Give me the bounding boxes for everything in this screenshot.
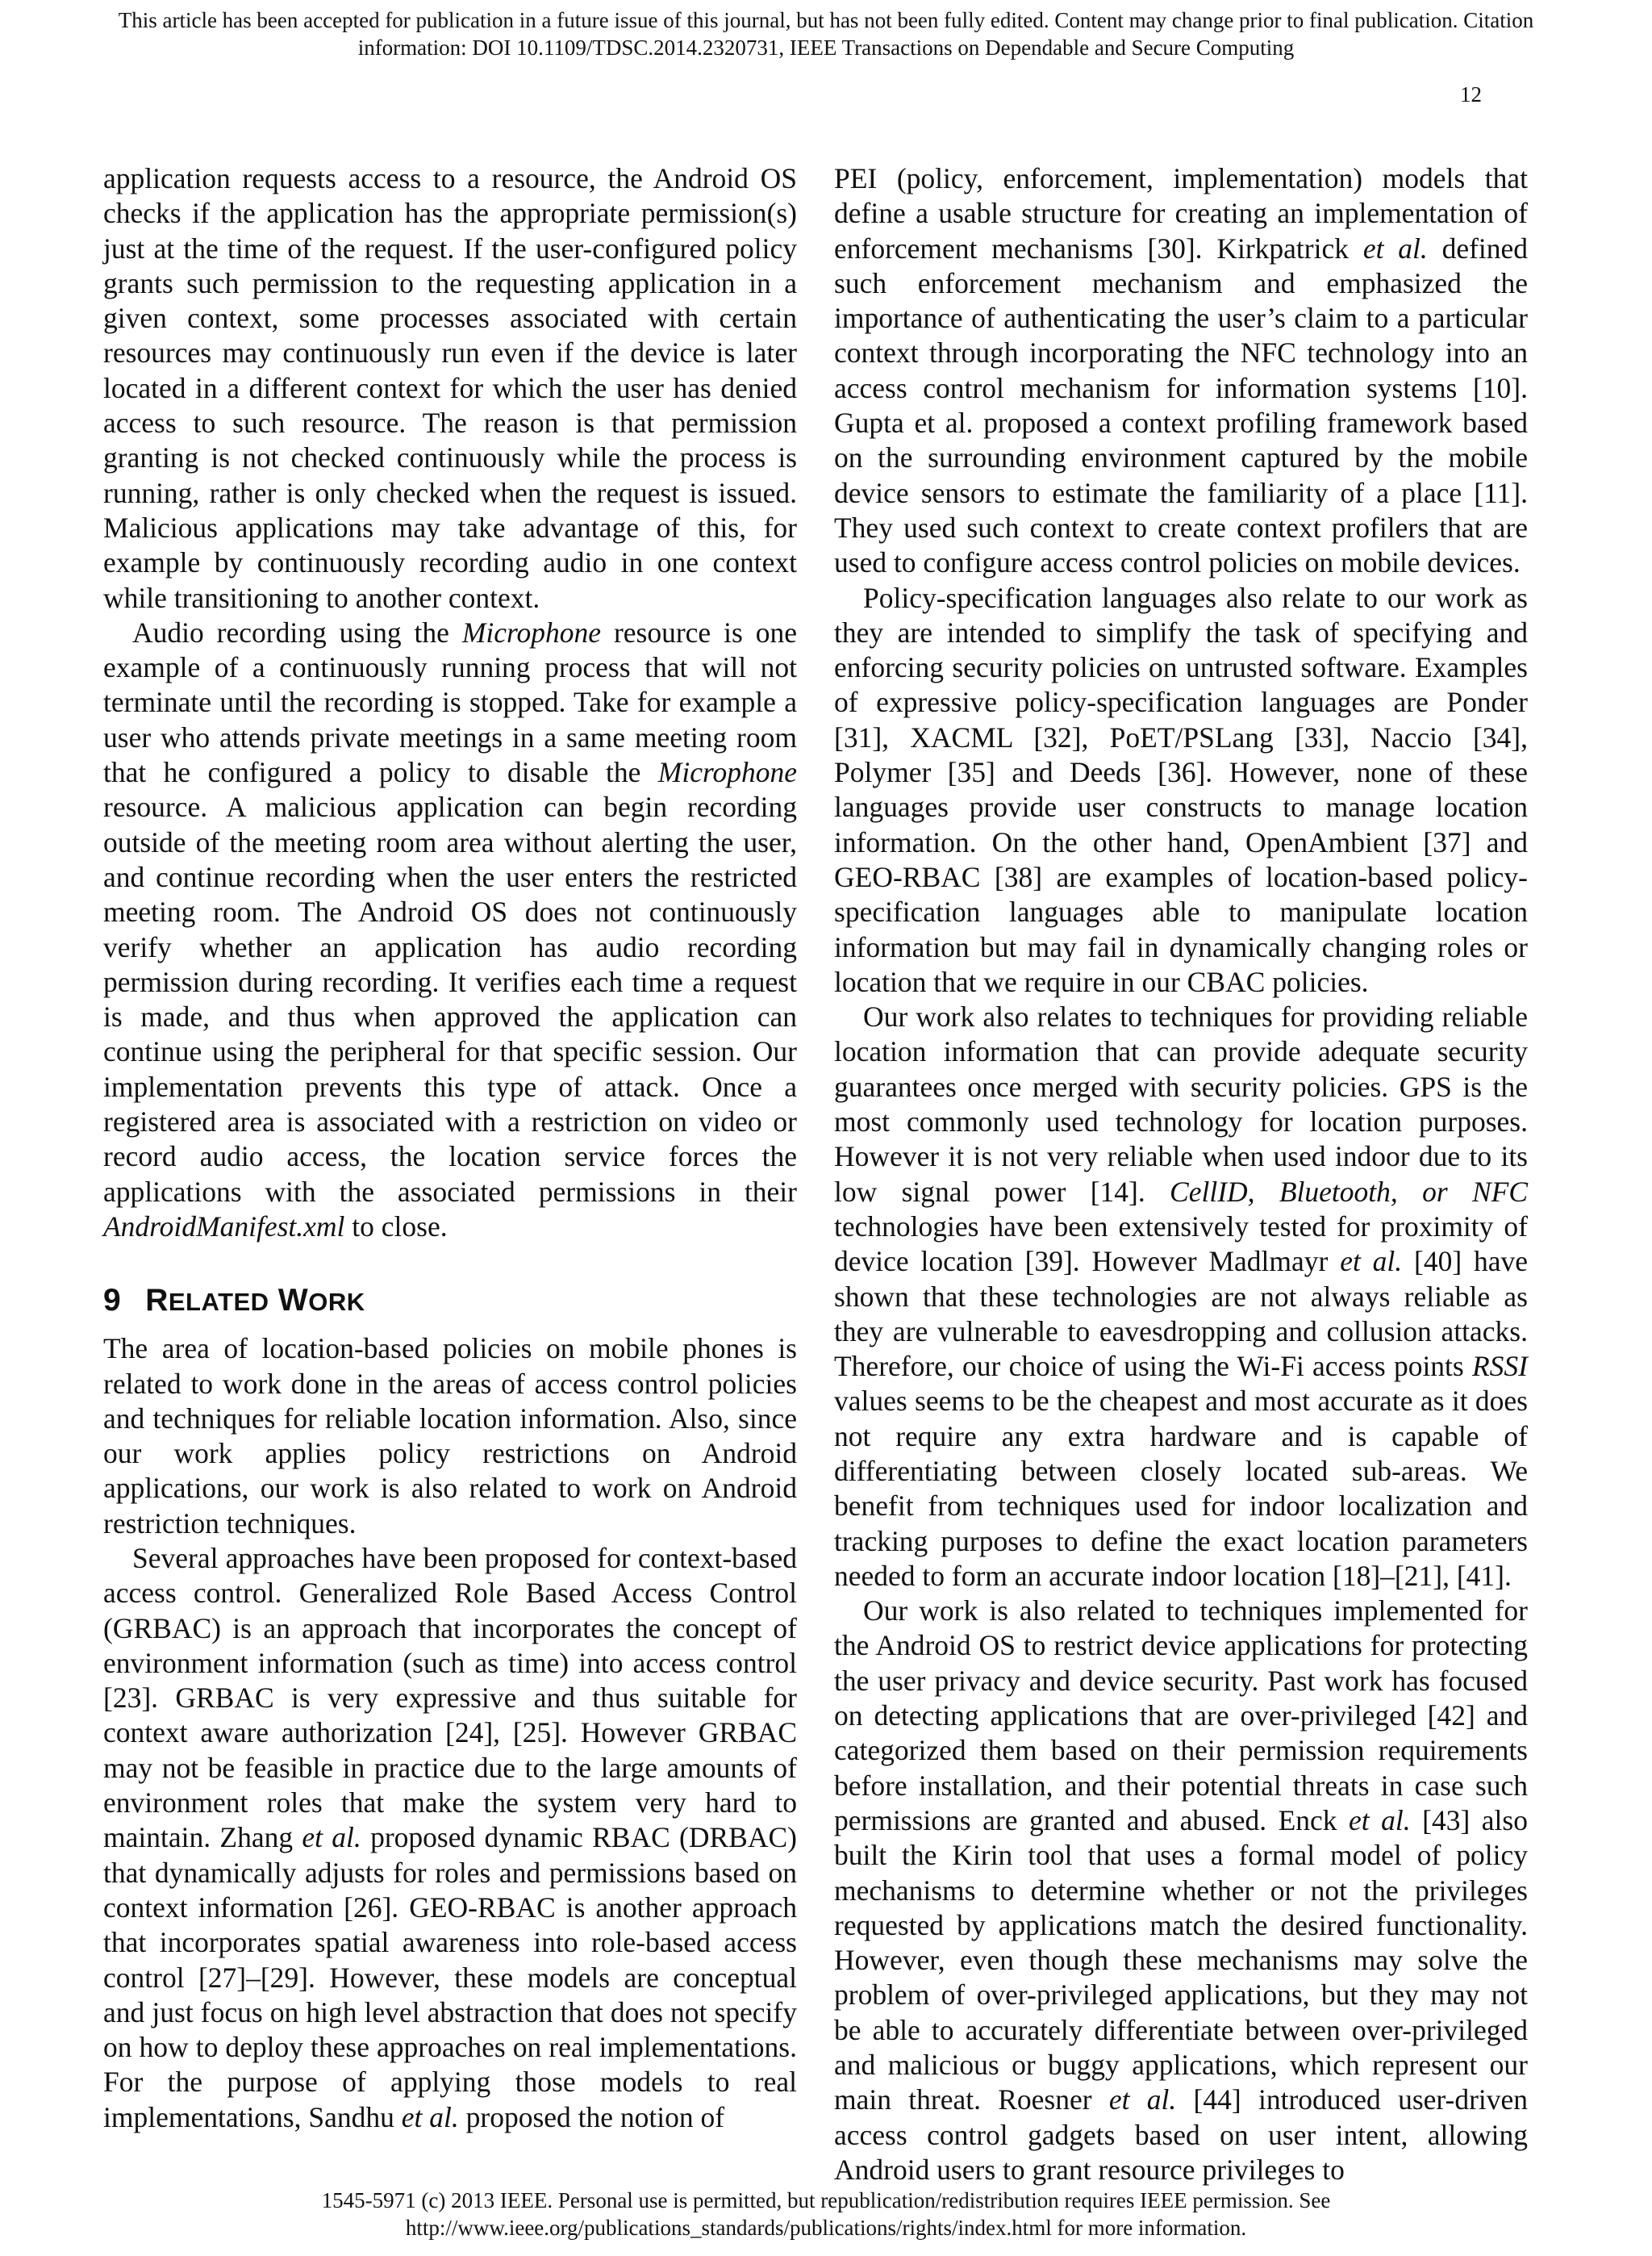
heading-text: W [277,1283,309,1318]
heading-text: ORK [308,1288,365,1317]
paragraph [103,616,797,1244]
text-run: resource. A malicious application can begin recording outside of the meeting room area without alerting the user, and continue recording when the user enters the restricted meeting room. The Android OS does not continuously verify whether an application has audio recording permission during recording. It verifies each time a request is made, and thus when approved the application can continue using the peripheral for that specific session. Our implementation prevents this type of attack. Once a registered area is associated with a restriction on video or record audio access, the location service forces the applications with the associated permissions in their [103,791,797,1208]
section-heading [103,1281,797,1322]
footer-line-1: 1545-5971 (c) 2013 IEEE. Personal use is permitted, but republication/redistribution requires IEEE permission. See [321,2188,1331,2212]
left-column [103,161,797,2135]
italic-text: AndroidManifest.xml [103,1209,345,1243]
italic-text: et al. [401,2100,459,2133]
paragraph [834,1594,1528,2187]
page-number: 12 [1460,82,1482,107]
text-run: defined such enforcement mechanism and emphasized the importance of authenticating the user’s claim to a particular context through incorporating the NFC technology into an access control mechanism for information systems [10]. Gupta et al. proposed a context profiling framework based on the surrounding environment captured by the mobile device sensors to estimate the familiarity of a place [11]. They used such context to create context profilers that are used to configure access control policies on mobile devices. [834,232,1529,579]
paragraph [834,1000,1528,1594]
italic-text: et al. [1362,232,1428,265]
text-run: [40] have shown that these technologies are not always reliable as they are vulnerable to eavesdropping and collusion attacks. Therefore, our choice of using the Wi-Fi access points [834,1245,1528,1383]
section-number: 9 [103,1283,122,1318]
text-run: Our work also relates to techniques for providing reliable location information that can provide adequate security guarantees once merged with security policies. GPS is the most commonly used technology for location purposes. However it is not very reliable when used indoor due to its low signal power [14]. [834,1001,1528,1208]
paragraph: Policy-specification languages also relate to our work as they are intended to simplify the task of specifying and enforcing security policies on untrusted software. Examples of expressive policy-specification languages are Ponder [31], XACML [32], PoET/PSLang [33], Naccio [34], Polymer [35] and Deeds [36]. However, none of these languages provide user constructs to manage location information. On the other hand, OpenAmbient [37] and GEO-RBAC [38] are examples of location-based policy-specification languages able to manipulate location information but may fail in dynamically changing roles or location that we require in our CBAC policies. [834,581,1528,998]
text-run: resource is one example of a continuously running process that will not terminate until the recording is stopped. Take for example a user who attends private meetings in a same meeting room that he configured a policy to disable the [103,616,797,789]
italic-text: RSSI [1471,1350,1528,1383]
header-line-1: This article has been accepted for publication in a future issue of this journal, but has not been fully edited. Content may change prior to final publication. Citation [118,8,1534,32]
heading-text: ELATED [168,1288,269,1317]
paragraph [103,1541,797,2135]
text-run: to close. [344,1209,448,1243]
paragraph: The area of location-based policies on mobile phones is related to work done in the areas of access control policies and techniques for reliable location information. Also, since our work applies policy restrictions on Android applications, our work is also related to work on Android restriction techniques. [103,1332,797,1540]
copyright-footer [0,2187,1652,2241]
text-run: proposed the notion of [458,2100,725,2133]
italic-text: et al. [302,1821,361,1854]
heading-text: R [145,1283,169,1318]
text-run: [44] introduced user-driven access control gadgets based on user intent, allowing Android users to grant resource privileges to [834,2083,1529,2186]
paragraph: application requests access to a resource, the Android OS checks if the application has the appropriate permission(s) just at the time of the request. If the user-configured policy grants such permission to the requesting application in a given context, some processes associated with certain resources may continuously run even if the device is later located in a different context for which the user has denied access to such resource. The reason is that permission granting is not checked continuously while the process is running, rather is only checked when the request is issued. Malicious applications may take advantage of this, for example by continuously recording audio in one context while transitioning to another context. [103,162,797,614]
text-run: technologies have been extensively tested for proximity of device location [39]. However Madlmayr [834,1209,1528,1278]
text-run: PEI (policy, enforcement, implementation) models that define a usable structure for creating an implementation of enforcement mechanisms [30]. Kirkpatrick [834,162,1528,265]
text-run: Several approaches have been proposed for context-based access control. Generalized Role Based Access Control (GRBAC) is an approach that incorporates the concept of environment information (such as time) into access control [23]. GRBAC is very expressive and thus suitable for context aware authorization [24], [25]. However GRBAC may not be feasible in practice due to the large amounts of environment roles that make the system very hard to maintain. Zhang [103,1541,797,1854]
italic-text: et al. [1108,2083,1177,2116]
italic-text: et al. [1340,1245,1403,1278]
text-run: [43] also built the Kirin tool that uses a formal model of policy mechanisms to determine whether or not the privileges requested by applications match the desired functionality. However, even though these mechanisms may solve the problem of over-privileged applications, but they may not be able to accurately differentiate between over-privileged and malicious or buggy applications, which represent our main threat. Roesner [834,1803,1528,2116]
italic-text: Microphone [657,756,797,789]
text-run: values seems to be the cheapest and most accurate as it does not require any extra hardware and is capable of differentiating between closely located sub-areas. We benefit from techniques used for indoor localization and tracking purposes to define the exact location parameters needed to form an accurate indoor location [18]–[21], [41]. [834,1385,1528,1592]
text-run: Our work is also related to techniques implemented for the Android OS to restrict device applications for protecting the user privacy and device security. Past work has focused on detecting applications that are over-privileged [42] and categorized them based on their permission requirements before installation, and their potential threats in case such permissions are granted and abused. Enck [834,1594,1528,1836]
footer-line-2: http://www.ieee.org/publications_standards/publications/rights/index.html for more information. [405,2216,1247,2240]
italic-text: CellID, Bluetooth, or NFC [1170,1175,1528,1208]
header-line-2: information: DOI 10.1109/TDSC.2014.2320731, IEEE Transactions on Dependable and Secure Computing [357,36,1295,60]
right-column [834,161,1528,2187]
text-run: proposed dynamic RBAC (DRBAC) that dynamically adjusts for roles and permissions based on context information [26]. GEO-RBAC is another approach that incorporates spatial awareness into role-based access control [27]–[29]. However, these models are conceptual and just focus on high level abstraction that does not specify on how to deploy these approaches on real implementations. For the purpose of applying those models to real implementations, Sandhu [103,1821,797,2133]
italic-text: et al. [1349,1803,1411,1836]
italic-text: Microphone [461,616,602,649]
paragraph [834,161,1528,581]
journal-notice-header [0,6,1652,61]
text-run: Audio recording using the [132,616,462,649]
